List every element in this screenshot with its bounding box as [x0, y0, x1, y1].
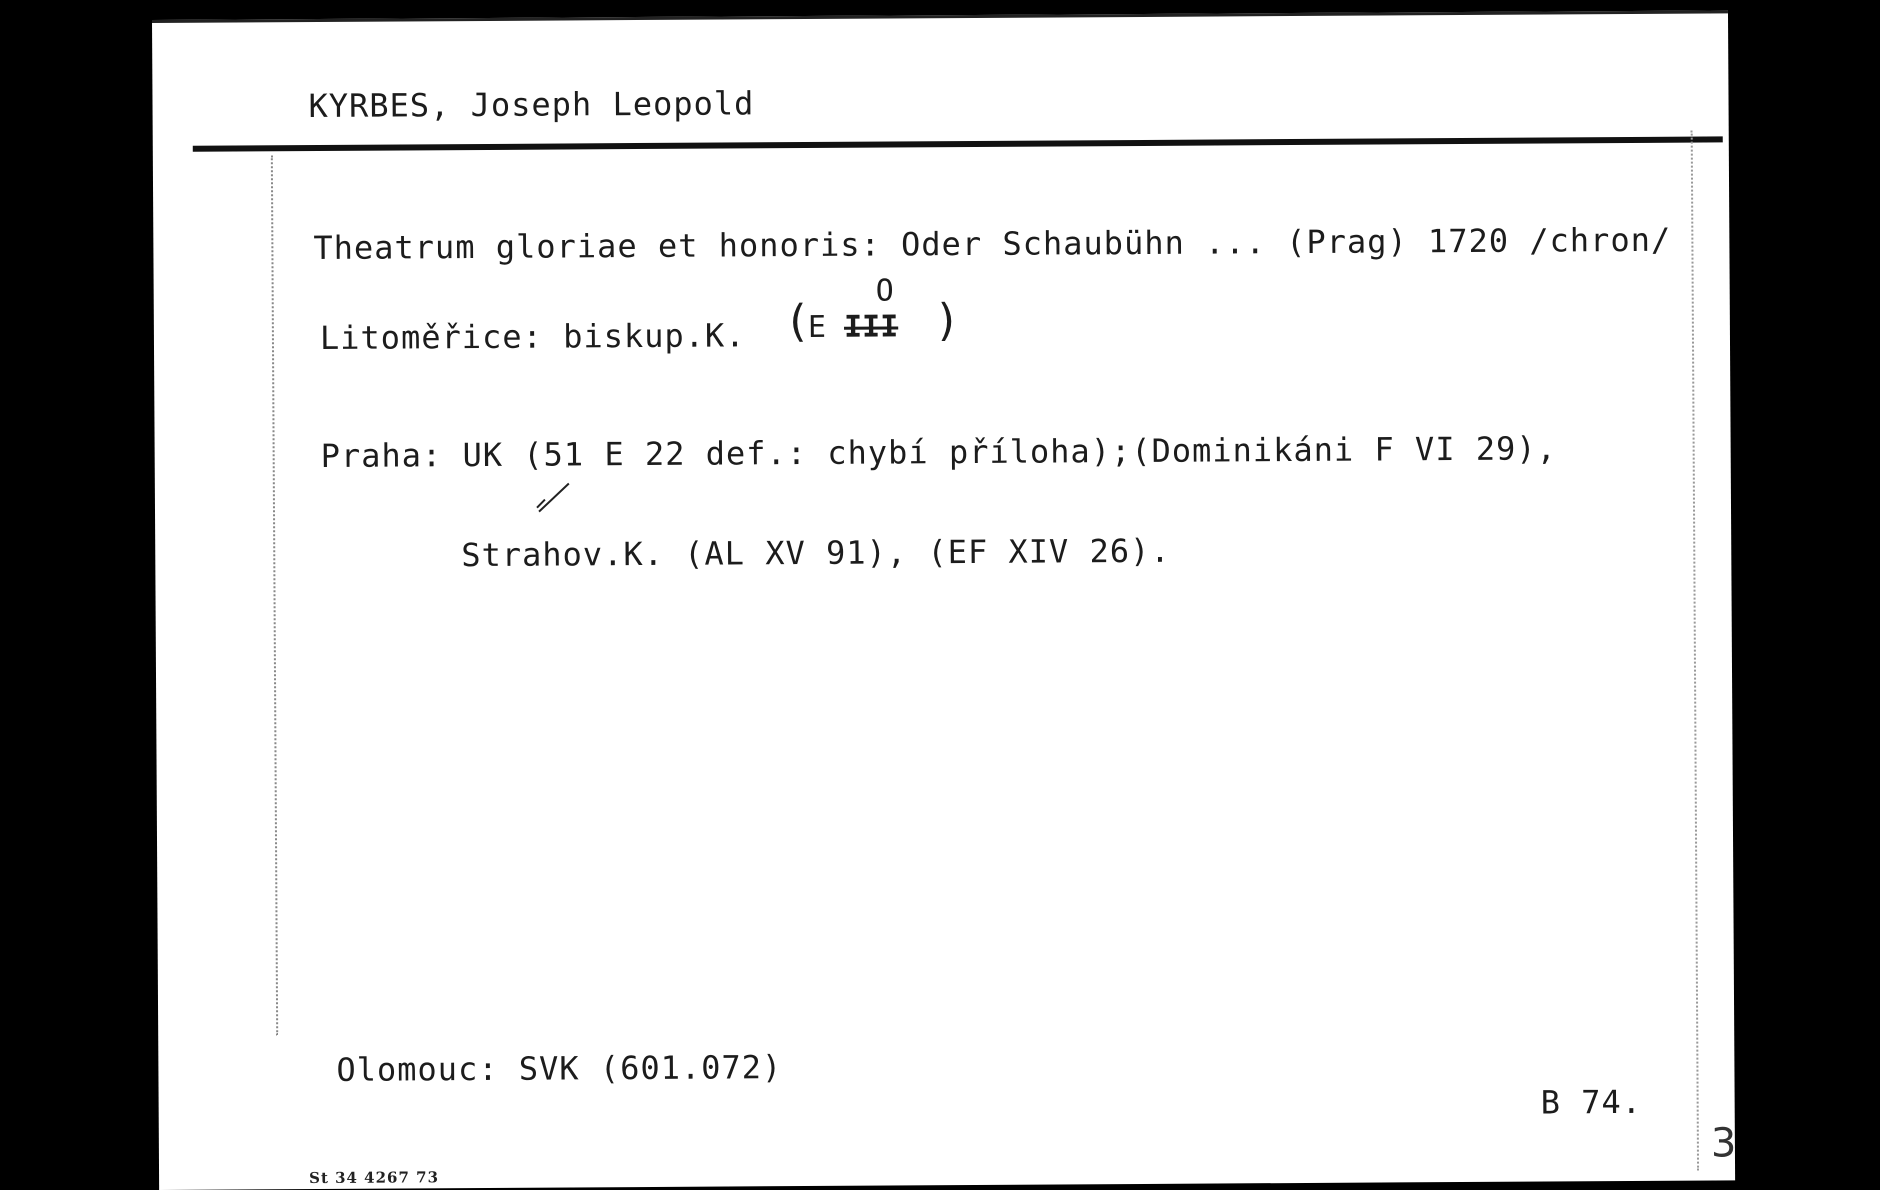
shelf-code: B 74. — [1540, 1082, 1643, 1122]
shelfmark-struck-numeral: III — [843, 309, 899, 345]
print-stamp: St 34 4267 73 — [309, 1168, 440, 1188]
litomerice-shelfmark — [784, 273, 984, 354]
card-heading-author: KYRBES, Joseph Leopold — [308, 84, 755, 126]
page-number: 3 — [1710, 1120, 1737, 1167]
title-line: Theatrum gloriae et honoris: Oder Schaubühn ... (Prag) 1720 /chron/ — [313, 220, 1672, 268]
right-margin-line — [1691, 131, 1699, 1171]
shelfmark-inner — [808, 309, 899, 345]
shelfmark-letter: E — [807, 309, 827, 345]
praha-holding-line2: Strahov.K. (AL XV 91), (EF XIV 26). — [461, 531, 1171, 575]
shelfmark-paren-close: ) — [933, 295, 961, 347]
shelfmark-paren-open: ( — [783, 295, 811, 348]
olomouc-holding: Olomouc: SVK (601.072) — [336, 1048, 783, 1089]
shelfmark-superscript: O — [875, 273, 894, 309]
praha-holding-line1: Praha: UK (51 E 22 def.: chybí příloha);(Dominikáni F VI 29), — [320, 429, 1557, 475]
litomerice-holding: Litoměřice: biskup.K. — [319, 316, 746, 357]
heading-rule — [193, 136, 1723, 151]
left-margin-line — [271, 155, 278, 1035]
handwritten-check-icon — [533, 479, 573, 513]
catalog-card — [152, 10, 1735, 1190]
card-top-edge — [152, 10, 1728, 23]
